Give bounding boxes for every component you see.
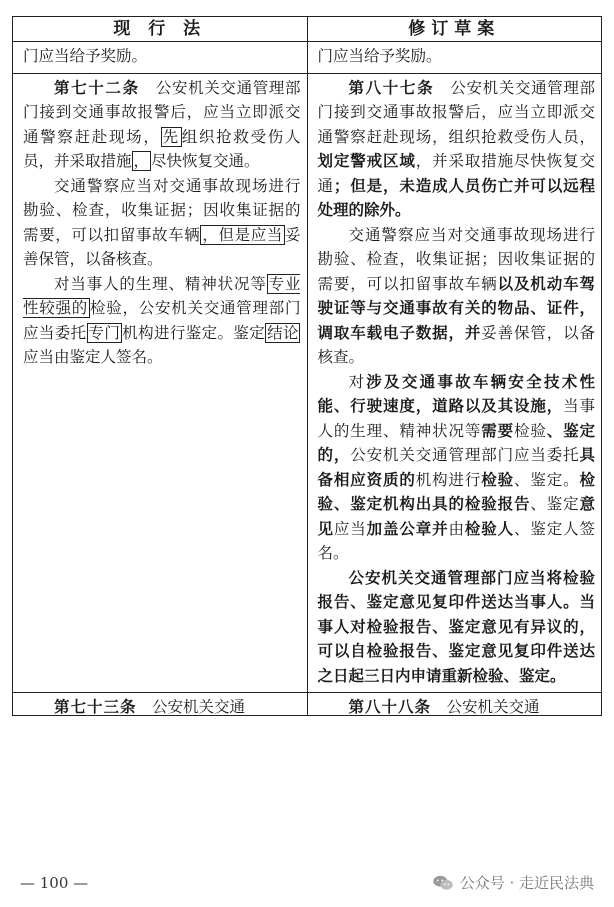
deleted-mark: 专门	[88, 323, 121, 342]
left-cell	[13, 42, 307, 73]
deleted-mark: ，	[133, 152, 150, 170]
page-number: — 100 —	[20, 874, 89, 892]
right-carryover-text: 门应当给予奖励。	[317, 47, 442, 65]
article-number: 第八十八条	[348, 697, 432, 716]
right-paragraph-2: 交通警察应当对交通事故现场进行勘验、检查，收集证据；因收集证据的需要，可以扣留事故车辆以及机动车驾驶证等与交通事故有关的物品、证件，调取车载电子数据，并妥善保管，以备核查。	[317, 225, 595, 366]
deleted-mark: 先	[162, 127, 180, 146]
deleted-mark: 结论	[267, 323, 299, 342]
left-article-72: 第七十二条 公安机关交通管理部门接到交通事故报警后，应当立即派交通警察赶赴现场， 先 组织抢救受伤人员，并采取措施 ， 尽快恢复交通。	[23, 77, 301, 170]
left-article-73: 第七十三条 公安机关交通	[54, 697, 246, 716]
right-paragraph-4: 公安机关交通管理部门应当将检验报告、鉴定意见复印件送达当事人。当事人对检验报告、鉴定意见有异议的，可以自检验报告、鉴定意见复印件送达之日起三日内申请重新检验、鉴定。	[317, 567, 595, 685]
right-article-87: 第八十七条 公安机关交通管理部门接到交通事故报警后，应当立即派交通警察赶赴现场，组织抢救受伤人员，划定警戒区域，并采取措施尽快恢复交通；但是，未造成人员伤亡并可以远程处理的除外。	[317, 77, 595, 219]
left-paragraph-3: 对当事人的生理、精神状况等 专业性较强的 检验，公安机关交通管理部门应当委托 专门 机构进行鉴定。鉴定 结论应当由鉴定人签名。	[23, 274, 301, 366]
added-text: 检验、鉴定机构出具的检验报告	[317, 469, 595, 513]
left-carryover-text: 门应当给予奖励。	[23, 47, 148, 65]
table-row	[13, 42, 601, 74]
right-article-88: 第八十八条 公安机关交通	[348, 697, 540, 716]
header-current-law: 现 行 法	[113, 19, 207, 39]
right-cell	[307, 42, 602, 73]
article-number: 第七十三条	[54, 697, 137, 716]
added-text: 检验人	[464, 518, 514, 538]
added-text: 需要	[481, 420, 514, 440]
added-text: 检验	[481, 469, 514, 489]
article-number: 第八十七条	[348, 77, 435, 97]
left-paragraph-2: 交通警察应当对交通事故现场进行勘验、检查，收集证据；因收集证据的需要，可以扣留事故车辆 ，但是应当 妥善保管，以备核查。	[23, 176, 301, 268]
watermark-text: 公众号 · 走近民法典	[459, 874, 594, 892]
right-cell	[307, 74, 602, 693]
added-text: 意见	[317, 494, 595, 538]
wechat-icon	[432, 875, 454, 891]
left-cell	[13, 74, 307, 693]
comparison-table	[12, 16, 602, 716]
watermark	[432, 872, 594, 893]
added-text: 划定警戒区域	[317, 151, 416, 170]
added-text: 加盖公章并	[366, 518, 449, 538]
table-row	[13, 74, 601, 694]
added-text: 、鉴定的，	[317, 420, 595, 464]
added-text: ；但是，未造成人员伤亡并可以远程处理的除外。	[317, 175, 595, 219]
left-cell	[13, 693, 307, 715]
table-row	[13, 693, 601, 716]
deleted-mark: ，但是应当	[202, 225, 283, 244]
right-paragraph-3: 对涉及交通事故车辆安全技术性能、行驶速度，道路以及其设施，当事人的生理、精神状况等需要检验、鉴定的，公安机关交通管理部门应当委托具备相应资质的机构进行检验、鉴定。检验、鉴定机构出具的检验报告、鉴定意见应当加盖公章并由检验人、鉴定人签名。	[317, 371, 595, 562]
header-revised-draft: 修订草案	[307, 17, 602, 41]
article-number: 第七十二条	[54, 77, 140, 97]
table-header	[13, 17, 601, 42]
added-text: 具备相应资质的	[317, 445, 595, 489]
deleted-mark: 专业性较强的	[23, 274, 301, 317]
added-text: 以及机动车驾驶证等与交通事故有关的物品、证件，调取车载电子数据，并	[317, 273, 595, 342]
right-cell	[307, 693, 602, 715]
added-text: 涉及交通事故车辆安全技术性能、行驶速度，道路以及其设施，	[317, 371, 595, 415]
